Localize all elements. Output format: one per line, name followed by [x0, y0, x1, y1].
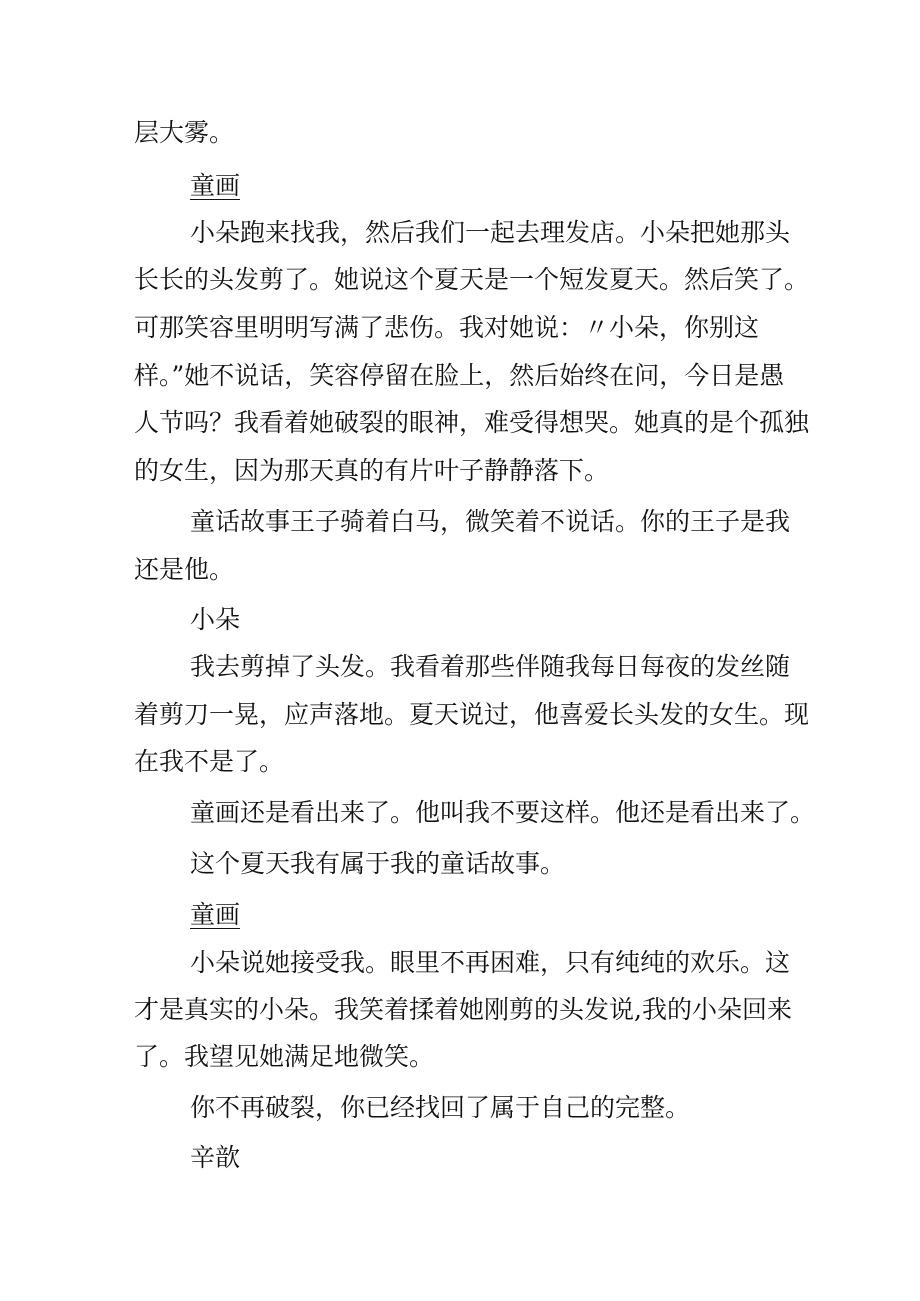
paragraph-line: 小朵说她接受我。眼里不再困难，只有纯纯的欢乐。这: [190, 948, 791, 977]
paragraph-line: 我去剪掉了头发。我看着那些伴随我每日每夜的发丝随: [190, 652, 791, 681]
paragraph-line: 小朵跑来找我，然后我们一起去理发店。小朵把她那头: [190, 218, 791, 247]
paragraph-line: 童画还是看出来了。他叫我不要这样。他还是看出来了。: [190, 798, 816, 827]
section-heading-xiaoduo: 小朵: [190, 605, 241, 634]
section-heading-tonghua: 童画: [190, 171, 241, 200]
paragraph-line: 你不再破裂，你已经找回了属于自己的完整。: [190, 1093, 691, 1122]
paragraph-line: 的女生，因为那天真的有片叶子静静落下。: [134, 456, 610, 485]
section-heading-xinxin: 辛歆: [190, 1143, 241, 1172]
paragraph-line: 了。我望见她满足地微笑。: [134, 1042, 435, 1071]
paragraph-line: 人节吗？我看着她破裂的眼神，难受得想哭。她真的是个孤独: [134, 408, 810, 437]
text-line: 层大雾。: [134, 118, 235, 147]
paragraph-line: 可那笑容里明明写满了悲伤。我对她说：〃小朵，你别这: [134, 313, 760, 342]
paragraph-line: 童话故事王子骑着白马，微笑着不说话。你的王子是我: [190, 507, 791, 536]
paragraph-line: 在我不是了。: [134, 747, 285, 776]
paragraph-line: 才是真实的小朵。我笑着揉着她刚剪的头发说,我的小朵回来: [134, 995, 792, 1024]
paragraph-line: 还是他。: [134, 555, 235, 584]
paragraph-line: 着剪刀一晃，应声落地。夏天说过，他喜爱长头发的女生。现: [134, 700, 810, 729]
paragraph-line: 样。”她不说话，笑容停留在脸上，然后始终在问，今日是愚: [134, 361, 785, 390]
paragraph-line: 长长的头发剪了。她说这个夏天是一个短发夏天。然后笑了。: [134, 265, 810, 294]
paragraph-line: 这个夏天我有属于我的童话故事。: [190, 849, 566, 878]
section-heading-tonghua-2: 童画: [190, 900, 241, 929]
